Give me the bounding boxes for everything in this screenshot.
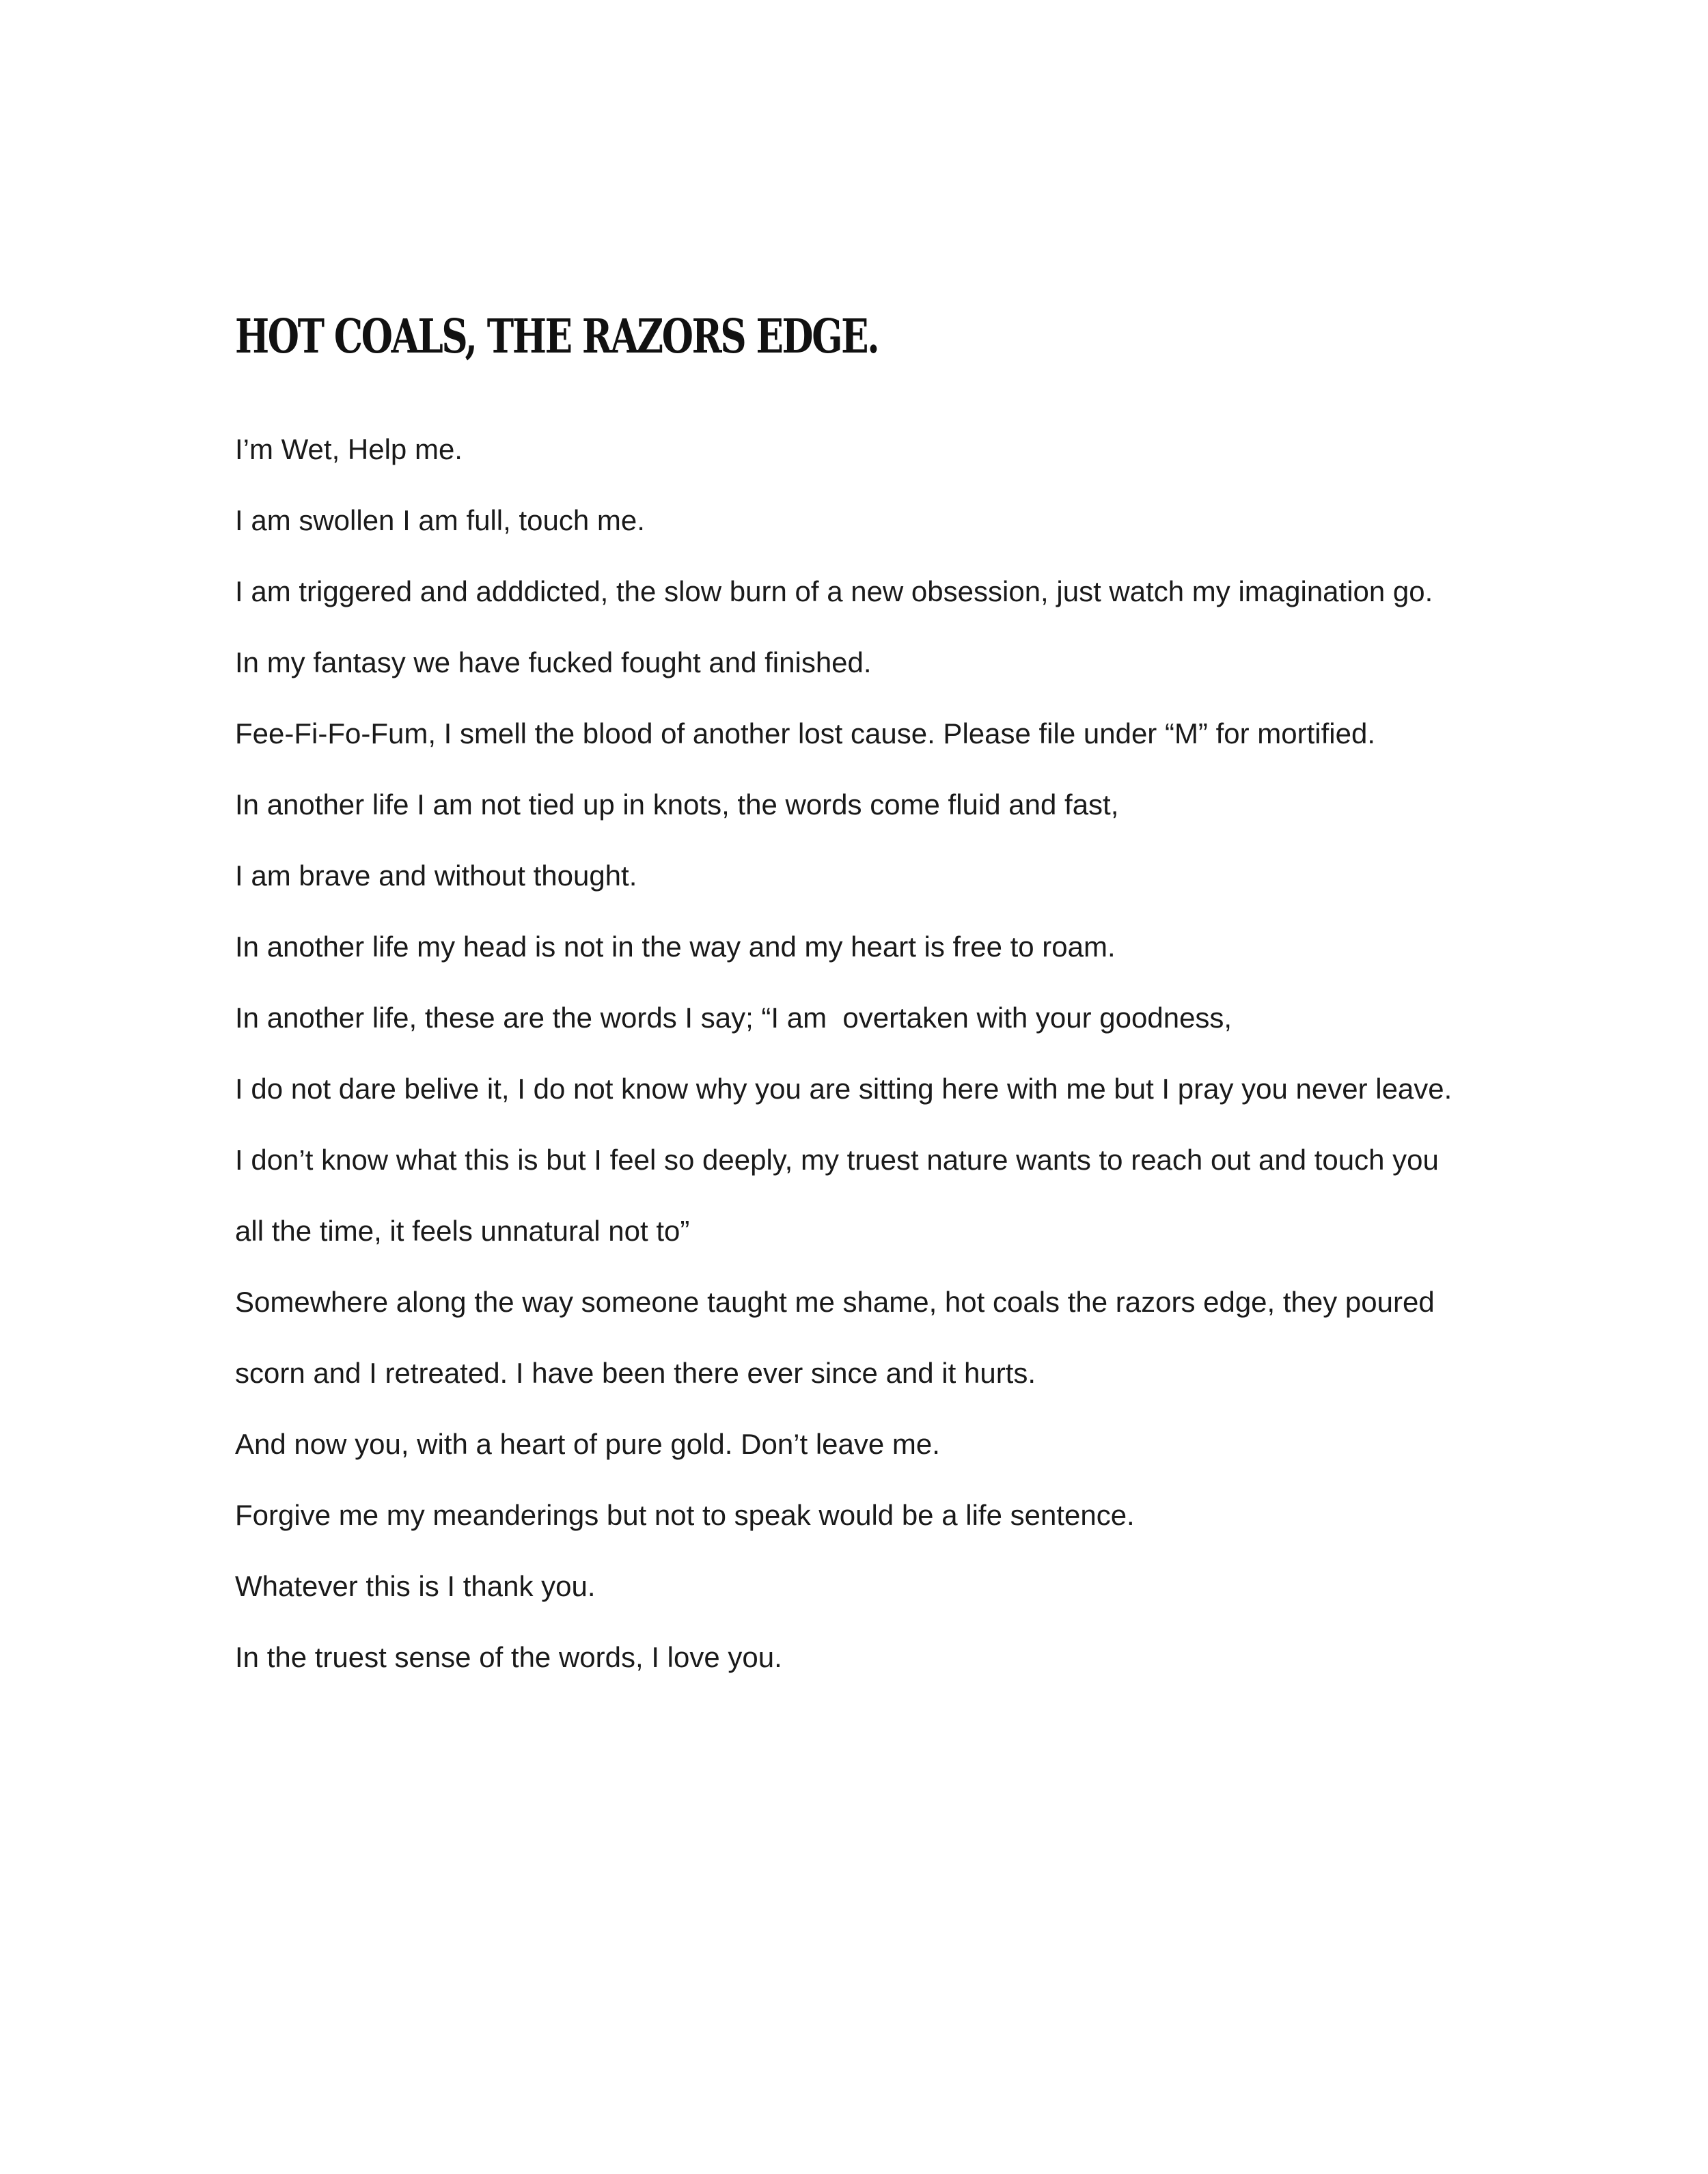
poem-line: In another life I am not tied up in knots, the words come fluid and fast, bbox=[235, 788, 1119, 821]
poem-line: I don’t know what this is but I feel so deeply, my truest nature wants to reach out and touch you bbox=[235, 1144, 1439, 1176]
poem-line: I am swollen I am full, touch me. bbox=[235, 504, 645, 536]
poem-line: Whatever this is I thank you. bbox=[235, 1570, 596, 1602]
poem-line: I am triggered and adddicted, the slow burn of a new obsession, just watch my imagination go. bbox=[235, 575, 1433, 607]
poem-line: scorn and I retreated. I have been there ever since and it hurts. bbox=[235, 1357, 1036, 1389]
poem-line: In another life my head is not in the way and my heart is free to roam. bbox=[235, 931, 1116, 963]
poem-line: In my fantasy we have fucked fought and finished. bbox=[235, 646, 872, 678]
poem-line: all the time, it feels unnatural not to” bbox=[235, 1215, 690, 1247]
poem-line: I’m Wet, Help me. bbox=[235, 433, 463, 465]
poem-line: I am brave and without thought. bbox=[235, 859, 637, 892]
poem-line: Somewhere along the way someone taught me shame, hot coals the razors edge, they poured bbox=[235, 1286, 1435, 1318]
poem-line: In another life, these are the words I say; “I am overtaken with your goodness, bbox=[235, 1002, 1232, 1034]
poem-line: In the truest sense of the words, I love you. bbox=[235, 1641, 782, 1673]
poem-line: Fee-Fi-Fo-Fum, I smell the blood of another lost cause. Please file under “M” for mortified. bbox=[235, 717, 1375, 749]
document-title: HOT COALS, THE RAZORS EDGE. bbox=[235, 309, 879, 364]
poem-line: And now you, with a heart of pure gold. Don’t leave me. bbox=[235, 1428, 940, 1460]
poem-line: I do not dare belive it, I do not know why you are sitting here with me but I pray you never leave. bbox=[235, 1073, 1452, 1105]
poem-line: Forgive me my meanderings but not to speak would be a life sentence. bbox=[235, 1499, 1135, 1531]
poem-body bbox=[235, 424, 1533, 1703]
